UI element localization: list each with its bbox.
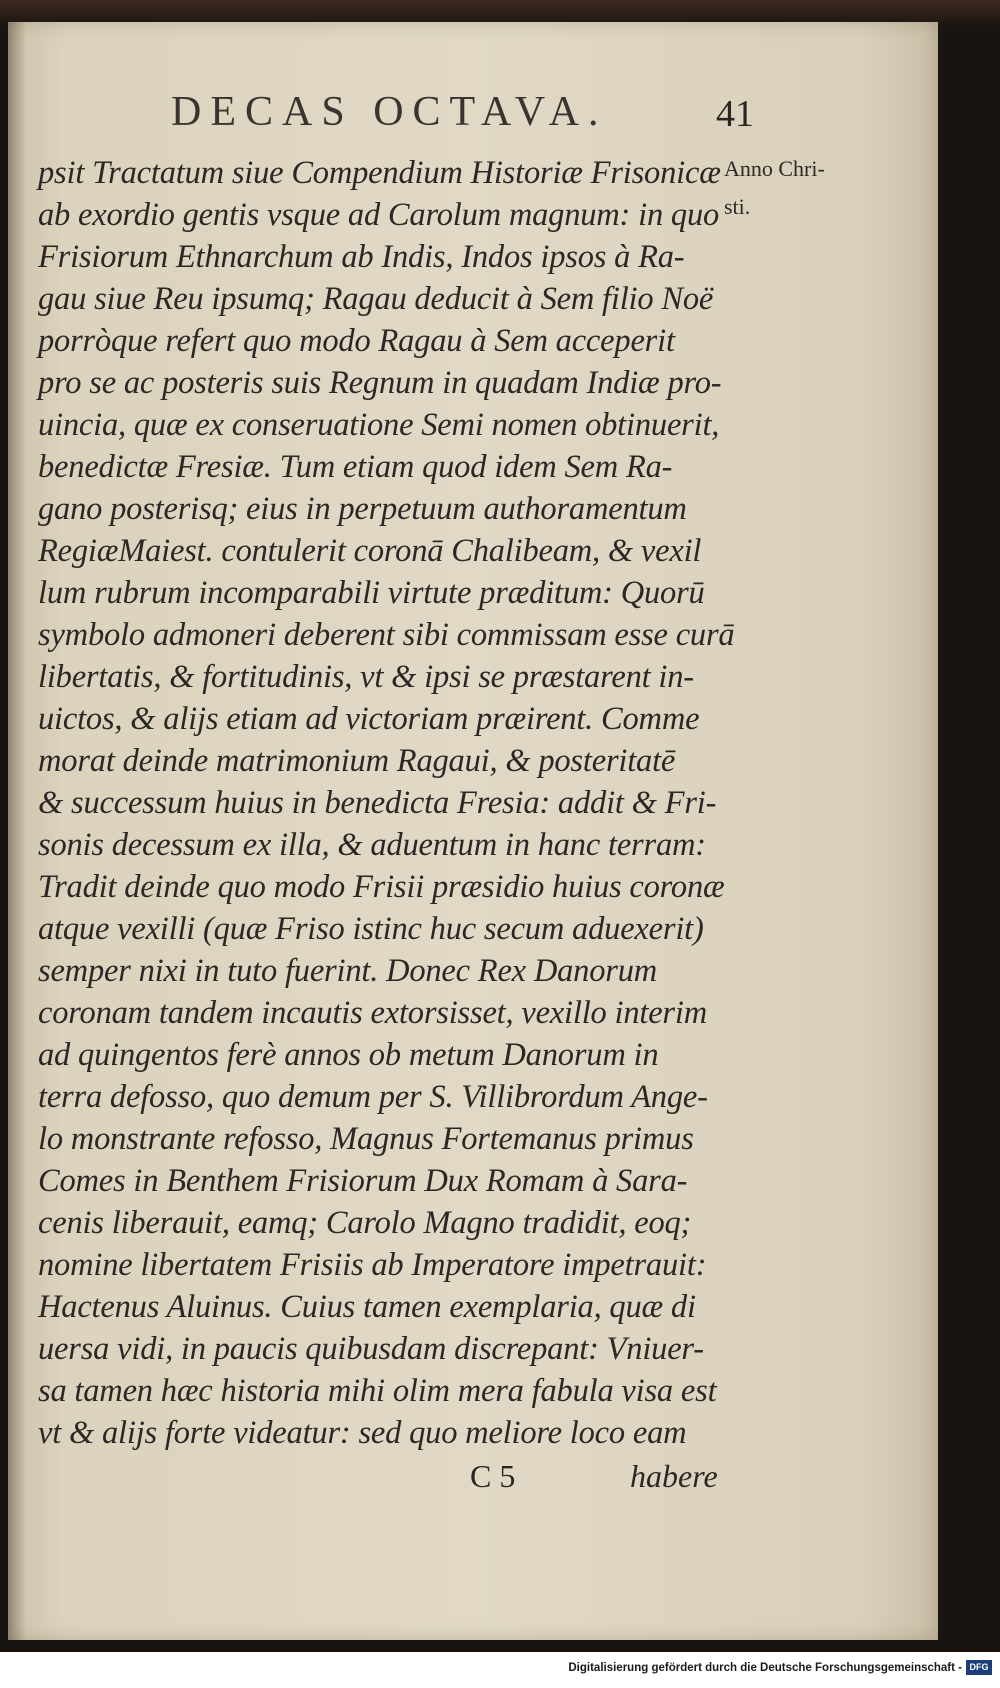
text-line: gano posterisq; eius in perpetuum authoramentum — [38, 491, 687, 527]
text-line: lo monstrante refosso, Magnus Fortemanus primus — [38, 1121, 694, 1157]
text-line: symbolo admoneri deberent sibi commissam esse curā — [38, 617, 735, 653]
text-line: gau siue Reu ipsumq; Ragau deducit à Sem filio Noë — [38, 281, 714, 317]
text-line: psit Tractatum siue Compendium Historiæ Frisonicæ — [38, 155, 721, 191]
gutter-shadow — [8, 22, 26, 1640]
digitization-footer — [0, 1652, 1000, 1688]
text-line: ad quingentos ferè annos ob metum Danorum in — [38, 1037, 659, 1073]
funding-credit: Digitalisierung gefördert durch die Deutsche Forschungsgemeinschaft - — [568, 1662, 962, 1674]
text-line: Tradit deinde quo modo Frisii præsidio huius coronæ — [38, 869, 725, 905]
text-line: atque vexilli (quæ Friso istinc huc secum aduexerit) — [38, 911, 704, 947]
text-line: terra defosso, quo demum per S. Villibrordum Ange- — [38, 1079, 708, 1115]
text-line: & successum huius in benedicta Fresia: addit & Fri- — [38, 785, 717, 821]
text-line: benedictæ Fresiæ. Tum etiam quod idem Sem Ra- — [38, 449, 673, 485]
text-line: uictos, & alijs etiam ad victoriam præirent. Comme — [38, 701, 700, 737]
margin-note: Anno Chri- sti. — [724, 156, 825, 219]
text-line: pro se ac posteris suis Regnum in quadam Indiæ pro- — [38, 365, 722, 401]
catchline — [38, 1458, 728, 1502]
text-line: nomine libertatem Frisiis ab Imperatore impetrauit: — [38, 1247, 707, 1283]
text-line: ab exordio gentis vsque ad Carolum magnum: in quo — [38, 197, 720, 233]
text-line: morat deinde matrimonium Ragaui, & posteritatē — [38, 743, 676, 779]
text-line: uersa vidi, in paucis quibusdam discrepant: Vniuer- — [38, 1331, 704, 1367]
text-line: sonis decessum ex illa, & aduentum in hanc terram: — [38, 827, 706, 863]
text-line: Hactenus Aluinus. Cuius tamen exemplaria, quæ di — [38, 1289, 696, 1325]
text-line: Frisiorum Ethnarchum ab Indis, Indos ipsos à Ra- — [38, 239, 685, 275]
body-text — [38, 152, 735, 1454]
text-line: vt & alijs forte videatur: sed quo meliore loco eam — [38, 1415, 687, 1451]
text-line: cenis liberauit, eamq; Carolo Magno tradidit, eoq; — [38, 1205, 692, 1241]
running-head: DECAS OCTAVA. — [171, 89, 608, 135]
text-line: coronam tandem incautis extorsisset, vexillo interim — [38, 995, 707, 1031]
text-line: sa tamen hæc historia mihi olim mera fabula visa est — [38, 1373, 717, 1409]
text-line: Comes in Benthem Frisiorum Dux Romam à Sara- — [38, 1163, 688, 1199]
page-number: 41 — [716, 93, 754, 135]
catchword: habere — [630, 1458, 718, 1494]
text-line: lum rubrum incomparabili virtute præditum: Quorū — [38, 575, 705, 611]
dfg-logo-icon: DFG — [966, 1660, 992, 1675]
text-line: porròque refert quo modo Ragau à Sem acceperit — [38, 323, 675, 359]
signature-mark: C 5 — [470, 1458, 516, 1494]
text-line: RegiæMaiest. contulerit coronā Chalibeam, & vexil — [38, 533, 702, 569]
text-line: uincia, quæ ex conseruatione Semi nomen obtinuerit, — [38, 407, 720, 443]
text-line: semper nixi in tuto fuerint. Donec Rex Danorum — [38, 953, 658, 989]
text-line: libertatis, & fortitudinis, vt & ipsi se præstarent in- — [38, 659, 694, 695]
book-page — [8, 22, 938, 1640]
